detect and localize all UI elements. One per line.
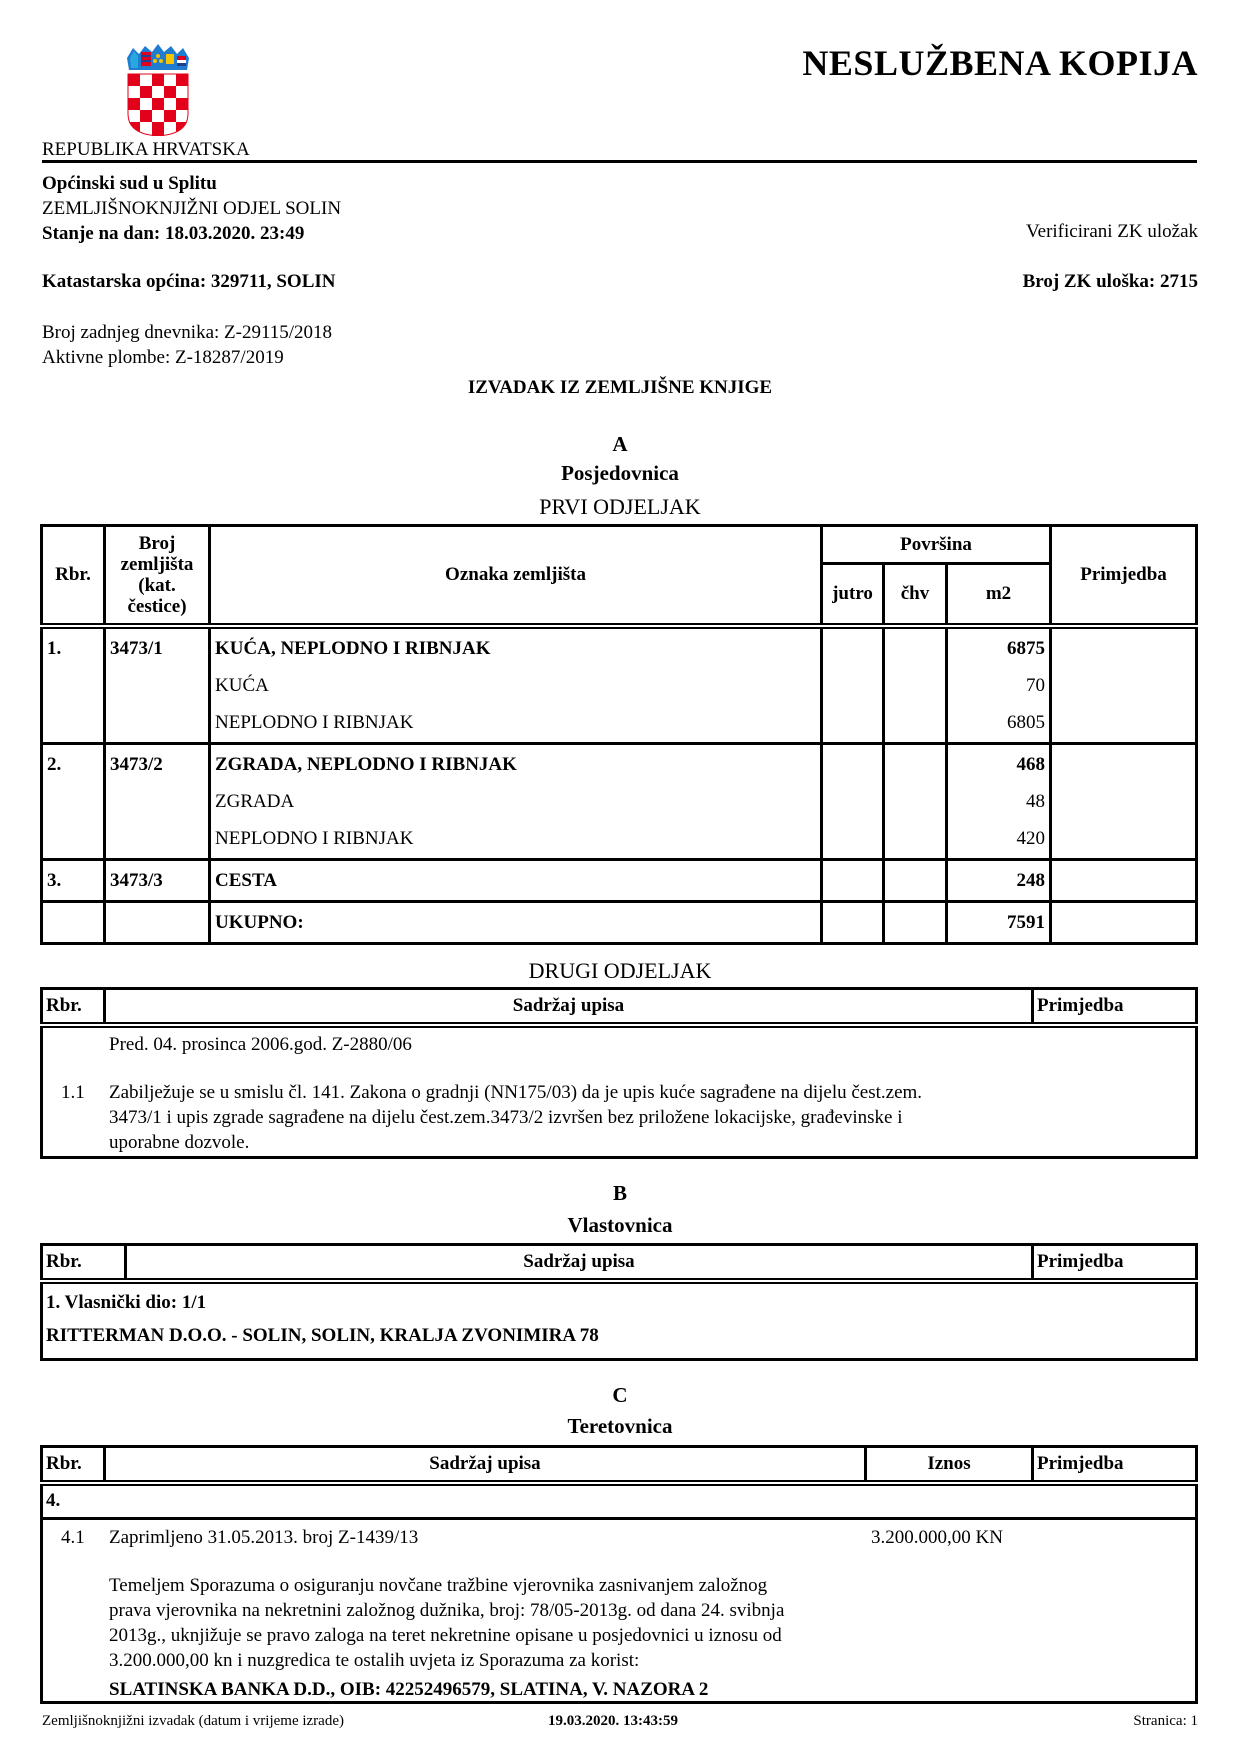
row-chv (884, 859, 947, 901)
row-chv (884, 626, 947, 744)
cadastral-municipality: Katastarska općina: 329711, SOLIN (42, 271, 336, 292)
col-rbr: Rbr. (42, 526, 105, 626)
group-number: 4. (42, 1483, 1197, 1519)
col-remark: Primjedba (1033, 1245, 1197, 1281)
prvi-odjeljak-title: PRVI ODJELJAK (539, 494, 701, 519)
group-row (42, 1483, 1197, 1519)
row-remark (1051, 859, 1197, 901)
total-parcel (105, 901, 210, 943)
col-rbr: Rbr. (42, 989, 105, 1025)
row-jutro (822, 859, 884, 901)
col-content: Sadržaj upisa (126, 1245, 1033, 1281)
second-division-table (40, 987, 1198, 1159)
row-designation: ZGRADA, NEPLODNO I RIBNJAK ZGRADA NEPLODNO I RIBNJAK (210, 743, 822, 859)
row-jutro (822, 626, 884, 744)
row-m2: 6875 70 6805 (947, 626, 1051, 744)
footer-label: Zemljišnoknjižni izvadak (datum i vrijeme izrade) (42, 1713, 344, 1729)
col-m2: m2 (947, 564, 1051, 626)
total-remark (1051, 901, 1197, 943)
section-a-title: Posjedovnica (561, 461, 679, 485)
entry-line: 2013g., uknjižuje se pravo zaloga na teret nekretnine opisane u posjedovnici u iznosu od (109, 1625, 782, 1646)
col-parcel-number-l4: čestice) (127, 595, 187, 617)
col-rbr: Rbr. (42, 1447, 105, 1483)
country-name: REPUBLIKA HRVATSKA (42, 139, 250, 160)
col-land-designation: Oznaka zemljišta (210, 526, 822, 626)
col-remark: Primjedba (1033, 989, 1197, 1025)
owner-cell (42, 1281, 1197, 1360)
entry-amount: 3.200.000,00 KN (871, 1527, 1003, 1548)
row-rbr: 3. (42, 859, 105, 901)
col-content: Sadržaj upisa (105, 989, 1033, 1025)
header-divider (42, 160, 1197, 163)
entry-line: 3.200.000,00 kn i nuzgredica te ostalih uvjeta iz Sporazuma za korist: (109, 1650, 640, 1671)
zk-folio-number: Broj ZK uloška: 2715 (1022, 271, 1198, 292)
ownership-share: 1. Vlasnički dio: 1/1 (46, 1291, 207, 1313)
land-parcels-table (40, 524, 1198, 945)
court-info (42, 171, 341, 246)
section-a-letter: A (612, 432, 628, 456)
row-remark (1051, 626, 1197, 744)
section-c-title: Teretovnica (567, 1414, 673, 1438)
row-rbr: 2. (42, 743, 105, 859)
entry-cell (42, 1025, 1197, 1158)
table-row (42, 743, 1197, 859)
row-parcel: 3473/2 (105, 743, 210, 859)
ownership-table (40, 1243, 1198, 1361)
table-row (42, 859, 1197, 901)
document-title: IZVADAK IZ ZEMLJIŠNE KNJIGE (467, 377, 773, 398)
total-m2: 7591 (947, 901, 1051, 943)
col-jutro: jutro (822, 564, 884, 626)
entry-line: Temeljem Sporazuma o osiguranju novčane tražbine vjerovnika zasnivanjem založnog (109, 1575, 768, 1596)
pre-note: Pred. 04. prosinca 2006.god. Z-2880/06 (109, 1033, 412, 1055)
total-label: UKUPNO: (210, 901, 822, 943)
total-jutro (822, 901, 884, 943)
state-date: Stanje na dan: 18.03.2020. 23:49 (42, 223, 305, 244)
section-b-title: Vlastovnica (567, 1213, 673, 1237)
encumbrance-table (40, 1445, 1198, 1704)
journal-info (42, 320, 332, 370)
entry-line: Zabilježuje se u smislu čl. 141. Zakona o gradnji (NN175/03) da je upis kuće sagrađene na dijelu čest.zem. (109, 1081, 923, 1103)
row-parcel: 3473/3 (105, 859, 210, 901)
entry-rbr: 4.1 (61, 1527, 85, 1548)
entry-line: 3473/1 i upis zgrade sagrađene na dijelu čest.zem.3473/2 izvršen bez priložene lokacijske, građevinske i (109, 1106, 903, 1128)
col-parcel-number-l1: Broj (138, 532, 176, 554)
entry-text (109, 1080, 922, 1155)
col-parcel-number-l3: (kat. (138, 574, 176, 596)
col-area-group: Površina (822, 526, 1051, 564)
col-chv: čhv (884, 564, 947, 626)
section-b-letter: B (612, 1181, 627, 1205)
row-jutro (822, 743, 884, 859)
table-row (42, 626, 1197, 744)
entry-creditor: SLATINSKA BANKA D.D., OIB: 42252496579, SLATINA, V. NAZORA 2 (109, 1679, 709, 1700)
row-chv (884, 743, 947, 859)
col-parcel-number-l2: zemljišta (120, 553, 194, 575)
active-seals: Aktivne plombe: Z-18287/2019 (42, 347, 284, 368)
total-chv (884, 901, 947, 943)
entry-received: Zaprimljeno 31.05.2013. broj Z-1439/13 (109, 1527, 419, 1548)
col-rbr: Rbr. (42, 1245, 126, 1281)
row-m2: 468 48 420 (947, 743, 1051, 859)
section-c-letter: C (612, 1383, 628, 1407)
owner-name: RITTERMAN D.O.O. - SOLIN, SOLIN, KRALJA ZVONIMIRA 78 (46, 1324, 599, 1346)
page-number: Stranica: 1 (1133, 1713, 1198, 1729)
col-parcel-number (105, 526, 210, 626)
entry-line: prava vjerovnika na nekretnini založnog dužnika, broj: 78/05-2013g. od dana 24. svibnja (109, 1600, 785, 1621)
col-content: Sadržaj upisa (105, 1447, 866, 1483)
last-journal-number: Broj zadnjeg dnevnika: Z-29115/2018 (42, 322, 333, 343)
footer-datetime: 19.03.2020. 13:43:59 (548, 1713, 678, 1729)
entry-rbr: 1.1 (61, 1081, 85, 1103)
verified-status: Verificirani ZK uložak (1026, 221, 1198, 242)
row-m2: 248 (947, 859, 1051, 901)
department-name: ZEMLJIŠNOKNJIŽNI ODJEL SOLIN (42, 198, 342, 219)
table-row (42, 1025, 1197, 1158)
total-row (42, 901, 1197, 943)
entry-cell (42, 1519, 1197, 1703)
row-designation: CESTA (210, 859, 822, 901)
table-row (42, 1519, 1197, 1703)
croatian-coat-of-arms-icon (125, 44, 191, 136)
unofficial-copy-watermark: NESLUŽBENA KOPIJA (802, 43, 1198, 83)
row-designation: KUĆA, NEPLODNO I RIBNJAK KUĆA NEPLODNO I RIBNJAK (210, 626, 822, 744)
total-rbr (42, 901, 105, 943)
col-remark: Primjedba (1051, 526, 1197, 626)
col-amount: Iznos (866, 1447, 1033, 1483)
col-remark: Primjedba (1033, 1447, 1197, 1483)
row-remark (1051, 743, 1197, 859)
entry-text (109, 1573, 784, 1702)
row-parcel: 3473/1 (105, 626, 210, 744)
court-name: Općinski sud u Splitu (42, 173, 217, 194)
entry-line: uporabne dozvole. (109, 1131, 250, 1153)
drugi-odjeljak-title: DRUGI ODJELJAK (528, 958, 712, 983)
row-rbr: 1. (42, 626, 105, 744)
table-row (42, 1281, 1197, 1360)
